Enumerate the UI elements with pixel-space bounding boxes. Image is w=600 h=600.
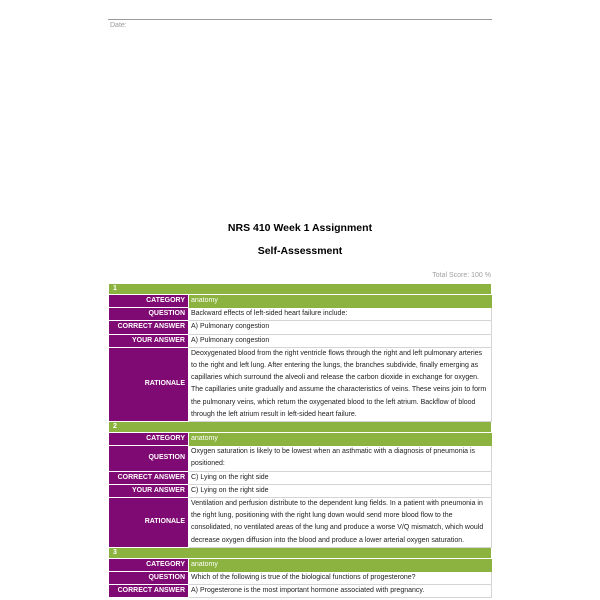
rationale-label: RATIONALE [109, 498, 189, 548]
question-row [109, 446, 492, 471]
question-label: QUESTION [109, 308, 189, 321]
rationale-row [109, 347, 492, 421]
question-label: QUESTION [109, 446, 189, 471]
category-row [109, 558, 492, 571]
category-label: CATEGORY [109, 558, 189, 571]
correct-answer-text: C) Lying on the right side [189, 471, 492, 484]
category-label: CATEGORY [109, 295, 189, 308]
question-number-row [109, 547, 492, 558]
correct-answer-label: CORRECT ANSWER [109, 321, 189, 334]
rationale-label: RATIONALE [109, 347, 189, 421]
your-answer-row [109, 484, 492, 497]
document-title: NRS 410 Week 1 Assignment [227, 222, 373, 234]
question-text: Which of the following is true of the biological functions of progesterone? [189, 572, 492, 585]
your-answer-row [109, 334, 492, 347]
category-value: anatomy [189, 295, 492, 308]
question-text: Oxygen saturation is likely to be lowest when an asthmatic with a diagnosis of pneumonia is positioned: [189, 446, 492, 471]
category-label: CATEGORY [109, 433, 189, 446]
category-row [109, 433, 492, 446]
category-row [109, 295, 492, 308]
your-answer-label: YOUR ANSWER [109, 334, 189, 347]
question-label: QUESTION [109, 572, 189, 585]
question-number: 1 [109, 284, 492, 295]
question-row [109, 308, 492, 321]
assessment-table [108, 283, 492, 598]
your-answer-text: C) Lying on the right side [189, 484, 492, 497]
date-label: Date: [110, 22, 127, 29]
category-value: anatomy [189, 433, 492, 446]
question-number-row [109, 284, 492, 295]
question-number: 2 [109, 422, 492, 433]
question-number-row [109, 422, 492, 433]
correct-answer-row [109, 585, 492, 598]
rationale-row [109, 498, 492, 548]
correct-answer-label: CORRECT ANSWER [109, 471, 189, 484]
rationale-text: Deoxygenated blood from the right ventricle flows through the right and left pulmonary arteries to the right and left lung. After entering the lungs, the branches subdivide, finally emerging as capillaries which surround the alveoli and release the carbon dioxide in exchange for oxygen. The capillaries unite gradually and assume the characteristics of veins. These veins join to form the pulmonary veins, which return the oxygenated blood to the left atrium. Backflow of blood through the left atrium result in left-sided heart failure. [189, 347, 492, 421]
question-text: Backward effects of left-sided heart failure include: [189, 308, 492, 321]
rationale-text: Ventilation and perfusion distribute to the dependent lung fields. In a patient with pneumonia in the right lung, positioning with the right lung down would send more blood flow to the consolidated, no ventilated areas of the lung and produce a worse V/Q mismatch, which would decrease oxygen diffusion into the blood and produce a lower arterial oxygen saturation. [189, 498, 492, 548]
correct-answer-label: CORRECT ANSWER [109, 585, 189, 598]
question-row [109, 572, 492, 585]
total-score: Total Score: 100 % [432, 272, 491, 279]
correct-answer-text: A) Pulmonary congestion [189, 321, 492, 334]
document-subtitle: Self-Assessment [257, 245, 343, 257]
correct-answer-row [109, 471, 492, 484]
category-value: anatomy [189, 558, 492, 571]
your-answer-label: YOUR ANSWER [109, 484, 189, 497]
date-rule [108, 19, 492, 20]
question-number: 3 [109, 547, 492, 558]
your-answer-text: A) Pulmonary congestion [189, 334, 492, 347]
correct-answer-text: A) Progesterone is the most important hormone associated with pregnancy. [189, 585, 492, 598]
correct-answer-row [109, 321, 492, 334]
